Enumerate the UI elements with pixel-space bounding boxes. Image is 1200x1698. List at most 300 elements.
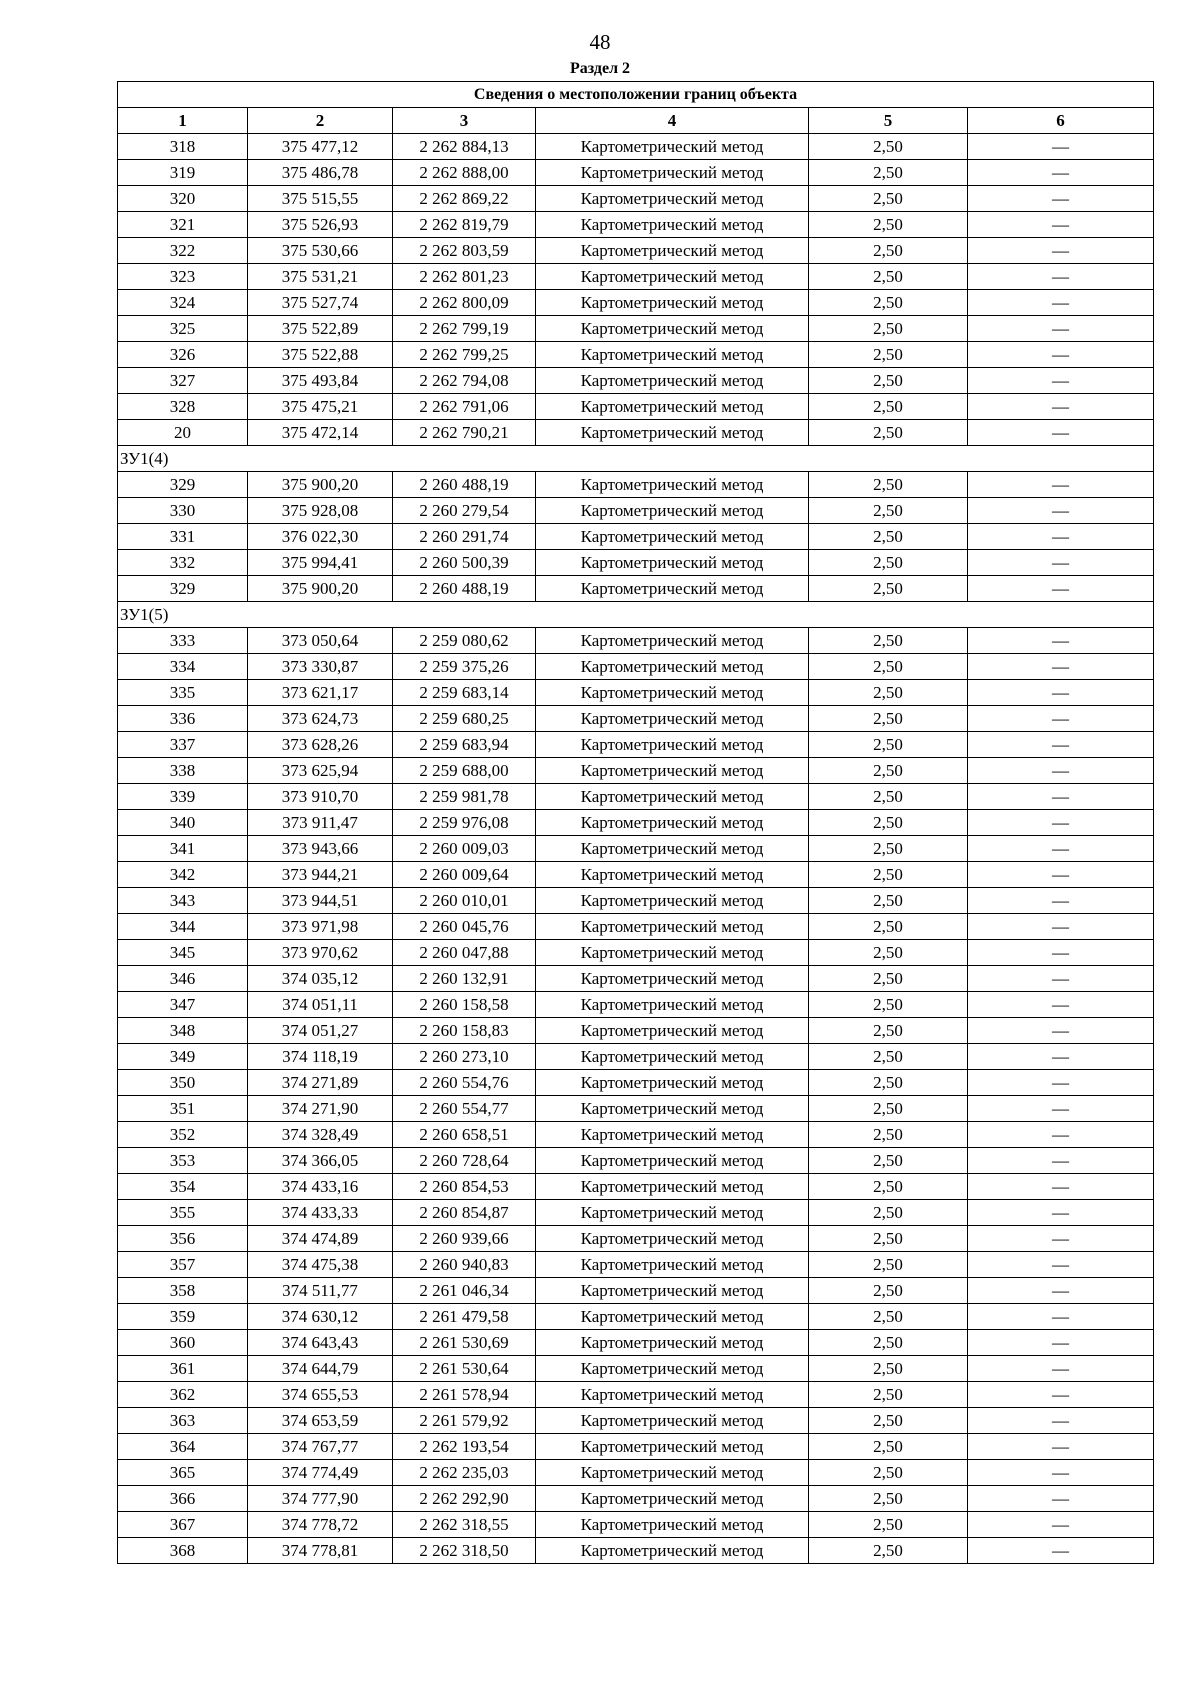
point-number-cell: 347	[118, 992, 248, 1018]
y-coordinate-cell: 2 259 683,14	[393, 680, 536, 706]
accuracy-cell: 2,50	[809, 394, 968, 420]
y-coordinate-cell: 2 260 273,10	[393, 1044, 536, 1070]
point-number-cell: 351	[118, 1096, 248, 1122]
y-coordinate-cell: 2 260 488,19	[393, 472, 536, 498]
description-cell: —	[968, 836, 1154, 862]
table-row	[118, 186, 1154, 212]
accuracy-cell: 2,50	[809, 1460, 968, 1486]
x-coordinate-cell: 373 911,47	[248, 810, 393, 836]
description-cell: —	[968, 420, 1154, 446]
point-number-cell: 349	[118, 1044, 248, 1070]
y-coordinate-cell: 2 262 801,23	[393, 264, 536, 290]
method-cell: Картометрический метод	[536, 1018, 809, 1044]
point-number-cell: 329	[118, 472, 248, 498]
point-number-cell: 362	[118, 1382, 248, 1408]
accuracy-cell: 2,50	[809, 680, 968, 706]
description-cell: —	[968, 732, 1154, 758]
x-coordinate-cell: 374 271,89	[248, 1070, 393, 1096]
table-row	[118, 316, 1154, 342]
method-cell: Картометрический метод	[536, 1486, 809, 1512]
accuracy-cell: 2,50	[809, 1200, 968, 1226]
method-cell: Картометрический метод	[536, 576, 809, 602]
accuracy-cell: 2,50	[809, 498, 968, 524]
point-number-cell: 344	[118, 914, 248, 940]
method-cell: Картометрический метод	[536, 212, 809, 238]
y-coordinate-cell: 2 259 976,08	[393, 810, 536, 836]
accuracy-cell: 2,50	[809, 784, 968, 810]
y-coordinate-cell: 2 260 009,64	[393, 862, 536, 888]
description-cell: —	[968, 706, 1154, 732]
point-number-cell: 326	[118, 342, 248, 368]
method-cell: Картометрический метод	[536, 264, 809, 290]
description-cell: —	[968, 1408, 1154, 1434]
method-cell: Картометрический метод	[536, 1096, 809, 1122]
point-number-cell: 330	[118, 498, 248, 524]
point-number-cell: 353	[118, 1148, 248, 1174]
y-coordinate-cell: 2 260 658,51	[393, 1122, 536, 1148]
x-coordinate-cell: 373 624,73	[248, 706, 393, 732]
method-cell: Картометрический метод	[536, 1278, 809, 1304]
description-cell: —	[968, 524, 1154, 550]
y-coordinate-cell: 2 262 193,54	[393, 1434, 536, 1460]
table-row	[118, 810, 1154, 836]
accuracy-cell: 2,50	[809, 316, 968, 342]
description-cell: —	[968, 628, 1154, 654]
method-cell: Картометрический метод	[536, 420, 809, 446]
description-cell: —	[968, 394, 1154, 420]
y-coordinate-cell: 2 262 819,79	[393, 212, 536, 238]
description-cell: —	[968, 1460, 1154, 1486]
table-row	[118, 888, 1154, 914]
column-header: 1	[118, 108, 248, 134]
accuracy-cell: 2,50	[809, 888, 968, 914]
description-cell: —	[968, 914, 1154, 940]
method-cell: Картометрический метод	[536, 706, 809, 732]
x-coordinate-cell: 375 527,74	[248, 290, 393, 316]
description-cell: —	[968, 862, 1154, 888]
point-number-cell: 324	[118, 290, 248, 316]
x-coordinate-cell: 375 994,41	[248, 550, 393, 576]
table-row	[118, 472, 1154, 498]
accuracy-cell: 2,50	[809, 1330, 968, 1356]
method-cell: Картометрический метод	[536, 316, 809, 342]
point-number-cell: 335	[118, 680, 248, 706]
method-cell: Картометрический метод	[536, 862, 809, 888]
point-number-cell: 334	[118, 654, 248, 680]
method-cell: Картометрический метод	[536, 680, 809, 706]
accuracy-cell: 2,50	[809, 654, 968, 680]
description-cell: —	[968, 1252, 1154, 1278]
table-row	[118, 914, 1154, 940]
description-cell: —	[968, 654, 1154, 680]
table-row	[118, 134, 1154, 160]
group-row	[118, 602, 1154, 628]
table-row	[118, 732, 1154, 758]
column-header: 5	[809, 108, 968, 134]
y-coordinate-cell: 2 262 800,09	[393, 290, 536, 316]
method-cell: Картометрический метод	[536, 1200, 809, 1226]
accuracy-cell: 2,50	[809, 1304, 968, 1330]
description-cell: —	[968, 888, 1154, 914]
y-coordinate-cell: 2 261 530,64	[393, 1356, 536, 1382]
point-number-cell: 328	[118, 394, 248, 420]
description-cell: —	[968, 1486, 1154, 1512]
table-row	[118, 784, 1154, 810]
section-title: Раздел 2	[569, 60, 631, 77]
y-coordinate-cell: 2 262 318,50	[393, 1538, 536, 1564]
point-number-cell: 354	[118, 1174, 248, 1200]
point-number-cell: 342	[118, 862, 248, 888]
description-cell: —	[968, 290, 1154, 316]
accuracy-cell: 2,50	[809, 472, 968, 498]
method-cell: Картометрический метод	[536, 524, 809, 550]
point-number-cell: 368	[118, 1538, 248, 1564]
x-coordinate-cell: 373 050,64	[248, 628, 393, 654]
method-cell: Картометрический метод	[536, 1408, 809, 1434]
description-cell: —	[968, 238, 1154, 264]
table-row	[118, 1278, 1154, 1304]
accuracy-cell: 2,50	[809, 1122, 968, 1148]
table-row	[118, 576, 1154, 602]
x-coordinate-cell: 374 511,77	[248, 1278, 393, 1304]
table-caption-row	[118, 82, 1154, 108]
description-cell: —	[968, 1356, 1154, 1382]
x-coordinate-cell: 374 767,77	[248, 1434, 393, 1460]
x-coordinate-cell: 374 475,38	[248, 1252, 393, 1278]
accuracy-cell: 2,50	[809, 1538, 968, 1564]
x-coordinate-cell: 374 644,79	[248, 1356, 393, 1382]
column-header: 2	[248, 108, 393, 134]
accuracy-cell: 2,50	[809, 160, 968, 186]
y-coordinate-cell: 2 260 047,88	[393, 940, 536, 966]
accuracy-cell: 2,50	[809, 420, 968, 446]
point-number-cell: 341	[118, 836, 248, 862]
point-number-cell: 360	[118, 1330, 248, 1356]
method-cell: Картометрический метод	[536, 1538, 809, 1564]
table-row	[118, 1018, 1154, 1044]
x-coordinate-cell: 375 515,55	[248, 186, 393, 212]
point-number-cell: 339	[118, 784, 248, 810]
x-coordinate-cell: 373 943,66	[248, 836, 393, 862]
description-cell: —	[968, 1148, 1154, 1174]
method-cell: Картометрический метод	[536, 966, 809, 992]
table-row	[118, 940, 1154, 966]
y-coordinate-cell: 2 260 009,03	[393, 836, 536, 862]
accuracy-cell: 2,50	[809, 1070, 968, 1096]
x-coordinate-cell: 374 643,43	[248, 1330, 393, 1356]
table-row	[118, 1512, 1154, 1538]
description-cell: —	[968, 810, 1154, 836]
accuracy-cell: 2,50	[809, 576, 968, 602]
description-cell: —	[968, 160, 1154, 186]
method-cell: Картометрический метод	[536, 1122, 809, 1148]
x-coordinate-cell: 375 900,20	[248, 576, 393, 602]
y-coordinate-cell: 2 259 375,26	[393, 654, 536, 680]
group-label: ЗУ1(4)	[118, 446, 1154, 472]
point-number-cell: 331	[118, 524, 248, 550]
page-number: 48	[589, 30, 611, 54]
table-row	[118, 1252, 1154, 1278]
x-coordinate-cell: 373 970,62	[248, 940, 393, 966]
method-cell: Картометрический метод	[536, 784, 809, 810]
y-coordinate-cell: 2 261 479,58	[393, 1304, 536, 1330]
description-cell: —	[968, 1330, 1154, 1356]
accuracy-cell: 2,50	[809, 1278, 968, 1304]
point-number-cell: 350	[118, 1070, 248, 1096]
point-number-cell: 361	[118, 1356, 248, 1382]
method-cell: Картометрический метод	[536, 186, 809, 212]
x-coordinate-cell: 373 944,51	[248, 888, 393, 914]
method-cell: Картометрический метод	[536, 732, 809, 758]
table-row	[118, 862, 1154, 888]
y-coordinate-cell: 2 260 279,54	[393, 498, 536, 524]
y-coordinate-cell: 2 260 158,58	[393, 992, 536, 1018]
method-cell: Картометрический метод	[536, 342, 809, 368]
table-caption: Сведения о местоположении границ объекта	[118, 82, 1154, 108]
point-number-cell: 340	[118, 810, 248, 836]
point-number-cell: 318	[118, 134, 248, 160]
y-coordinate-cell: 2 260 500,39	[393, 550, 536, 576]
x-coordinate-cell: 373 628,26	[248, 732, 393, 758]
point-number-cell: 319	[118, 160, 248, 186]
x-coordinate-cell: 374 271,90	[248, 1096, 393, 1122]
description-cell: —	[968, 342, 1154, 368]
description-cell: —	[968, 1382, 1154, 1408]
column-header-row	[118, 108, 1154, 134]
point-number-cell: 323	[118, 264, 248, 290]
table-row	[118, 654, 1154, 680]
point-number-cell: 358	[118, 1278, 248, 1304]
method-cell: Картометрический метод	[536, 1330, 809, 1356]
column-header: 4	[536, 108, 809, 134]
group-label: ЗУ1(5)	[118, 602, 1154, 628]
x-coordinate-cell: 375 900,20	[248, 472, 393, 498]
table-row	[118, 706, 1154, 732]
x-coordinate-cell: 374 433,33	[248, 1200, 393, 1226]
accuracy-cell: 2,50	[809, 1382, 968, 1408]
accuracy-cell: 2,50	[809, 940, 968, 966]
accuracy-cell: 2,50	[809, 368, 968, 394]
description-cell: —	[968, 1226, 1154, 1252]
x-coordinate-cell: 375 493,84	[248, 368, 393, 394]
table-row	[118, 342, 1154, 368]
table-row	[118, 1148, 1154, 1174]
table-row	[118, 1434, 1154, 1460]
description-cell: —	[968, 550, 1154, 576]
y-coordinate-cell: 2 260 158,83	[393, 1018, 536, 1044]
x-coordinate-cell: 375 486,78	[248, 160, 393, 186]
description-cell: —	[968, 1044, 1154, 1070]
y-coordinate-cell: 2 260 010,01	[393, 888, 536, 914]
description-cell: —	[968, 1434, 1154, 1460]
x-coordinate-cell: 373 330,87	[248, 654, 393, 680]
method-cell: Картометрический метод	[536, 1512, 809, 1538]
y-coordinate-cell: 2 262 888,00	[393, 160, 536, 186]
point-number-cell: 20	[118, 420, 248, 446]
table-row	[118, 1304, 1154, 1330]
method-cell: Картометрический метод	[536, 628, 809, 654]
y-coordinate-cell: 2 262 794,08	[393, 368, 536, 394]
point-number-cell: 359	[118, 1304, 248, 1330]
column-header: 6	[968, 108, 1154, 134]
table-row	[118, 1070, 1154, 1096]
accuracy-cell: 2,50	[809, 1512, 968, 1538]
method-cell: Картометрический метод	[536, 940, 809, 966]
table-row	[118, 1486, 1154, 1512]
x-coordinate-cell: 374 777,90	[248, 1486, 393, 1512]
method-cell: Картометрический метод	[536, 810, 809, 836]
table-row	[118, 1356, 1154, 1382]
point-number-cell: 348	[118, 1018, 248, 1044]
description-cell: —	[968, 1304, 1154, 1330]
y-coordinate-cell: 2 262 791,06	[393, 394, 536, 420]
method-cell: Картометрический метод	[536, 1252, 809, 1278]
y-coordinate-cell: 2 260 488,19	[393, 576, 536, 602]
table-row	[118, 498, 1154, 524]
accuracy-cell: 2,50	[809, 1018, 968, 1044]
accuracy-cell: 2,50	[809, 1408, 968, 1434]
y-coordinate-cell: 2 262 799,25	[393, 342, 536, 368]
point-number-cell: 337	[118, 732, 248, 758]
method-cell: Картометрический метод	[536, 1382, 809, 1408]
y-coordinate-cell: 2 259 080,62	[393, 628, 536, 654]
accuracy-cell: 2,50	[809, 1096, 968, 1122]
column-header: 3	[393, 108, 536, 134]
method-cell: Картометрический метод	[536, 654, 809, 680]
point-number-cell: 338	[118, 758, 248, 784]
table-row	[118, 1538, 1154, 1564]
y-coordinate-cell: 2 261 046,34	[393, 1278, 536, 1304]
table-row	[118, 212, 1154, 238]
accuracy-cell: 2,50	[809, 732, 968, 758]
y-coordinate-cell: 2 262 292,90	[393, 1486, 536, 1512]
point-number-cell: 343	[118, 888, 248, 914]
y-coordinate-cell: 2 259 680,25	[393, 706, 536, 732]
x-coordinate-cell: 374 778,81	[248, 1538, 393, 1564]
description-cell: —	[968, 966, 1154, 992]
y-coordinate-cell: 2 260 728,64	[393, 1148, 536, 1174]
table-row	[118, 420, 1154, 446]
x-coordinate-cell: 375 531,21	[248, 264, 393, 290]
point-number-cell: 336	[118, 706, 248, 732]
table-row	[118, 836, 1154, 862]
description-cell: —	[968, 940, 1154, 966]
accuracy-cell: 2,50	[809, 1486, 968, 1512]
table-row	[118, 1382, 1154, 1408]
accuracy-cell: 2,50	[809, 628, 968, 654]
point-number-cell: 346	[118, 966, 248, 992]
table-row	[118, 264, 1154, 290]
y-coordinate-cell: 2 260 045,76	[393, 914, 536, 940]
description-cell: —	[968, 134, 1154, 160]
point-number-cell: 356	[118, 1226, 248, 1252]
description-cell: —	[968, 186, 1154, 212]
method-cell: Картометрический метод	[536, 1226, 809, 1252]
boundary-table	[117, 81, 1154, 1564]
description-cell: —	[968, 784, 1154, 810]
accuracy-cell: 2,50	[809, 914, 968, 940]
point-number-cell: 329	[118, 576, 248, 602]
point-number-cell: 364	[118, 1434, 248, 1460]
x-coordinate-cell: 375 526,93	[248, 212, 393, 238]
point-number-cell: 325	[118, 316, 248, 342]
method-cell: Картометрический метод	[536, 1356, 809, 1382]
method-cell: Картометрический метод	[536, 888, 809, 914]
table-body	[118, 134, 1154, 1564]
accuracy-cell: 2,50	[809, 524, 968, 550]
accuracy-cell: 2,50	[809, 1174, 968, 1200]
table-row	[118, 1460, 1154, 1486]
point-number-cell: 366	[118, 1486, 248, 1512]
y-coordinate-cell: 2 260 854,53	[393, 1174, 536, 1200]
table-row	[118, 368, 1154, 394]
point-number-cell: 322	[118, 238, 248, 264]
y-coordinate-cell: 2 260 554,77	[393, 1096, 536, 1122]
description-cell: —	[968, 264, 1154, 290]
description-cell: —	[968, 1018, 1154, 1044]
description-cell: —	[968, 1174, 1154, 1200]
y-coordinate-cell: 2 260 132,91	[393, 966, 536, 992]
y-coordinate-cell: 2 262 869,22	[393, 186, 536, 212]
x-coordinate-cell: 373 625,94	[248, 758, 393, 784]
x-coordinate-cell: 374 774,49	[248, 1460, 393, 1486]
method-cell: Картометрический метод	[536, 134, 809, 160]
description-cell: —	[968, 212, 1154, 238]
accuracy-cell: 2,50	[809, 706, 968, 732]
point-number-cell: 363	[118, 1408, 248, 1434]
table-row	[118, 628, 1154, 654]
x-coordinate-cell: 373 944,21	[248, 862, 393, 888]
method-cell: Картометрический метод	[536, 290, 809, 316]
point-number-cell: 333	[118, 628, 248, 654]
x-coordinate-cell: 374 118,19	[248, 1044, 393, 1070]
accuracy-cell: 2,50	[809, 1252, 968, 1278]
point-number-cell: 367	[118, 1512, 248, 1538]
description-cell: —	[968, 576, 1154, 602]
description-cell: —	[968, 1278, 1154, 1304]
accuracy-cell: 2,50	[809, 342, 968, 368]
y-coordinate-cell: 2 262 790,21	[393, 420, 536, 446]
table-row	[118, 160, 1154, 186]
accuracy-cell: 2,50	[809, 992, 968, 1018]
y-coordinate-cell: 2 259 688,00	[393, 758, 536, 784]
accuracy-cell: 2,50	[809, 1434, 968, 1460]
y-coordinate-cell: 2 259 981,78	[393, 784, 536, 810]
table-row	[118, 1096, 1154, 1122]
y-coordinate-cell: 2 260 939,66	[393, 1226, 536, 1252]
y-coordinate-cell: 2 260 854,87	[393, 1200, 536, 1226]
x-coordinate-cell: 376 022,30	[248, 524, 393, 550]
group-row	[118, 446, 1154, 472]
description-cell: —	[968, 1096, 1154, 1122]
description-cell: —	[968, 1200, 1154, 1226]
x-coordinate-cell: 374 035,12	[248, 966, 393, 992]
x-coordinate-cell: 374 051,11	[248, 992, 393, 1018]
y-coordinate-cell: 2 262 235,03	[393, 1460, 536, 1486]
accuracy-cell: 2,50	[809, 1148, 968, 1174]
table-row	[118, 1044, 1154, 1070]
description-cell: —	[968, 758, 1154, 784]
x-coordinate-cell: 375 522,88	[248, 342, 393, 368]
y-coordinate-cell: 2 262 884,13	[393, 134, 536, 160]
x-coordinate-cell: 373 621,17	[248, 680, 393, 706]
description-cell: —	[968, 1512, 1154, 1538]
y-coordinate-cell: 2 262 318,55	[393, 1512, 536, 1538]
method-cell: Картометрический метод	[536, 758, 809, 784]
table-row	[118, 758, 1154, 784]
point-number-cell: 320	[118, 186, 248, 212]
table-row	[118, 1408, 1154, 1434]
